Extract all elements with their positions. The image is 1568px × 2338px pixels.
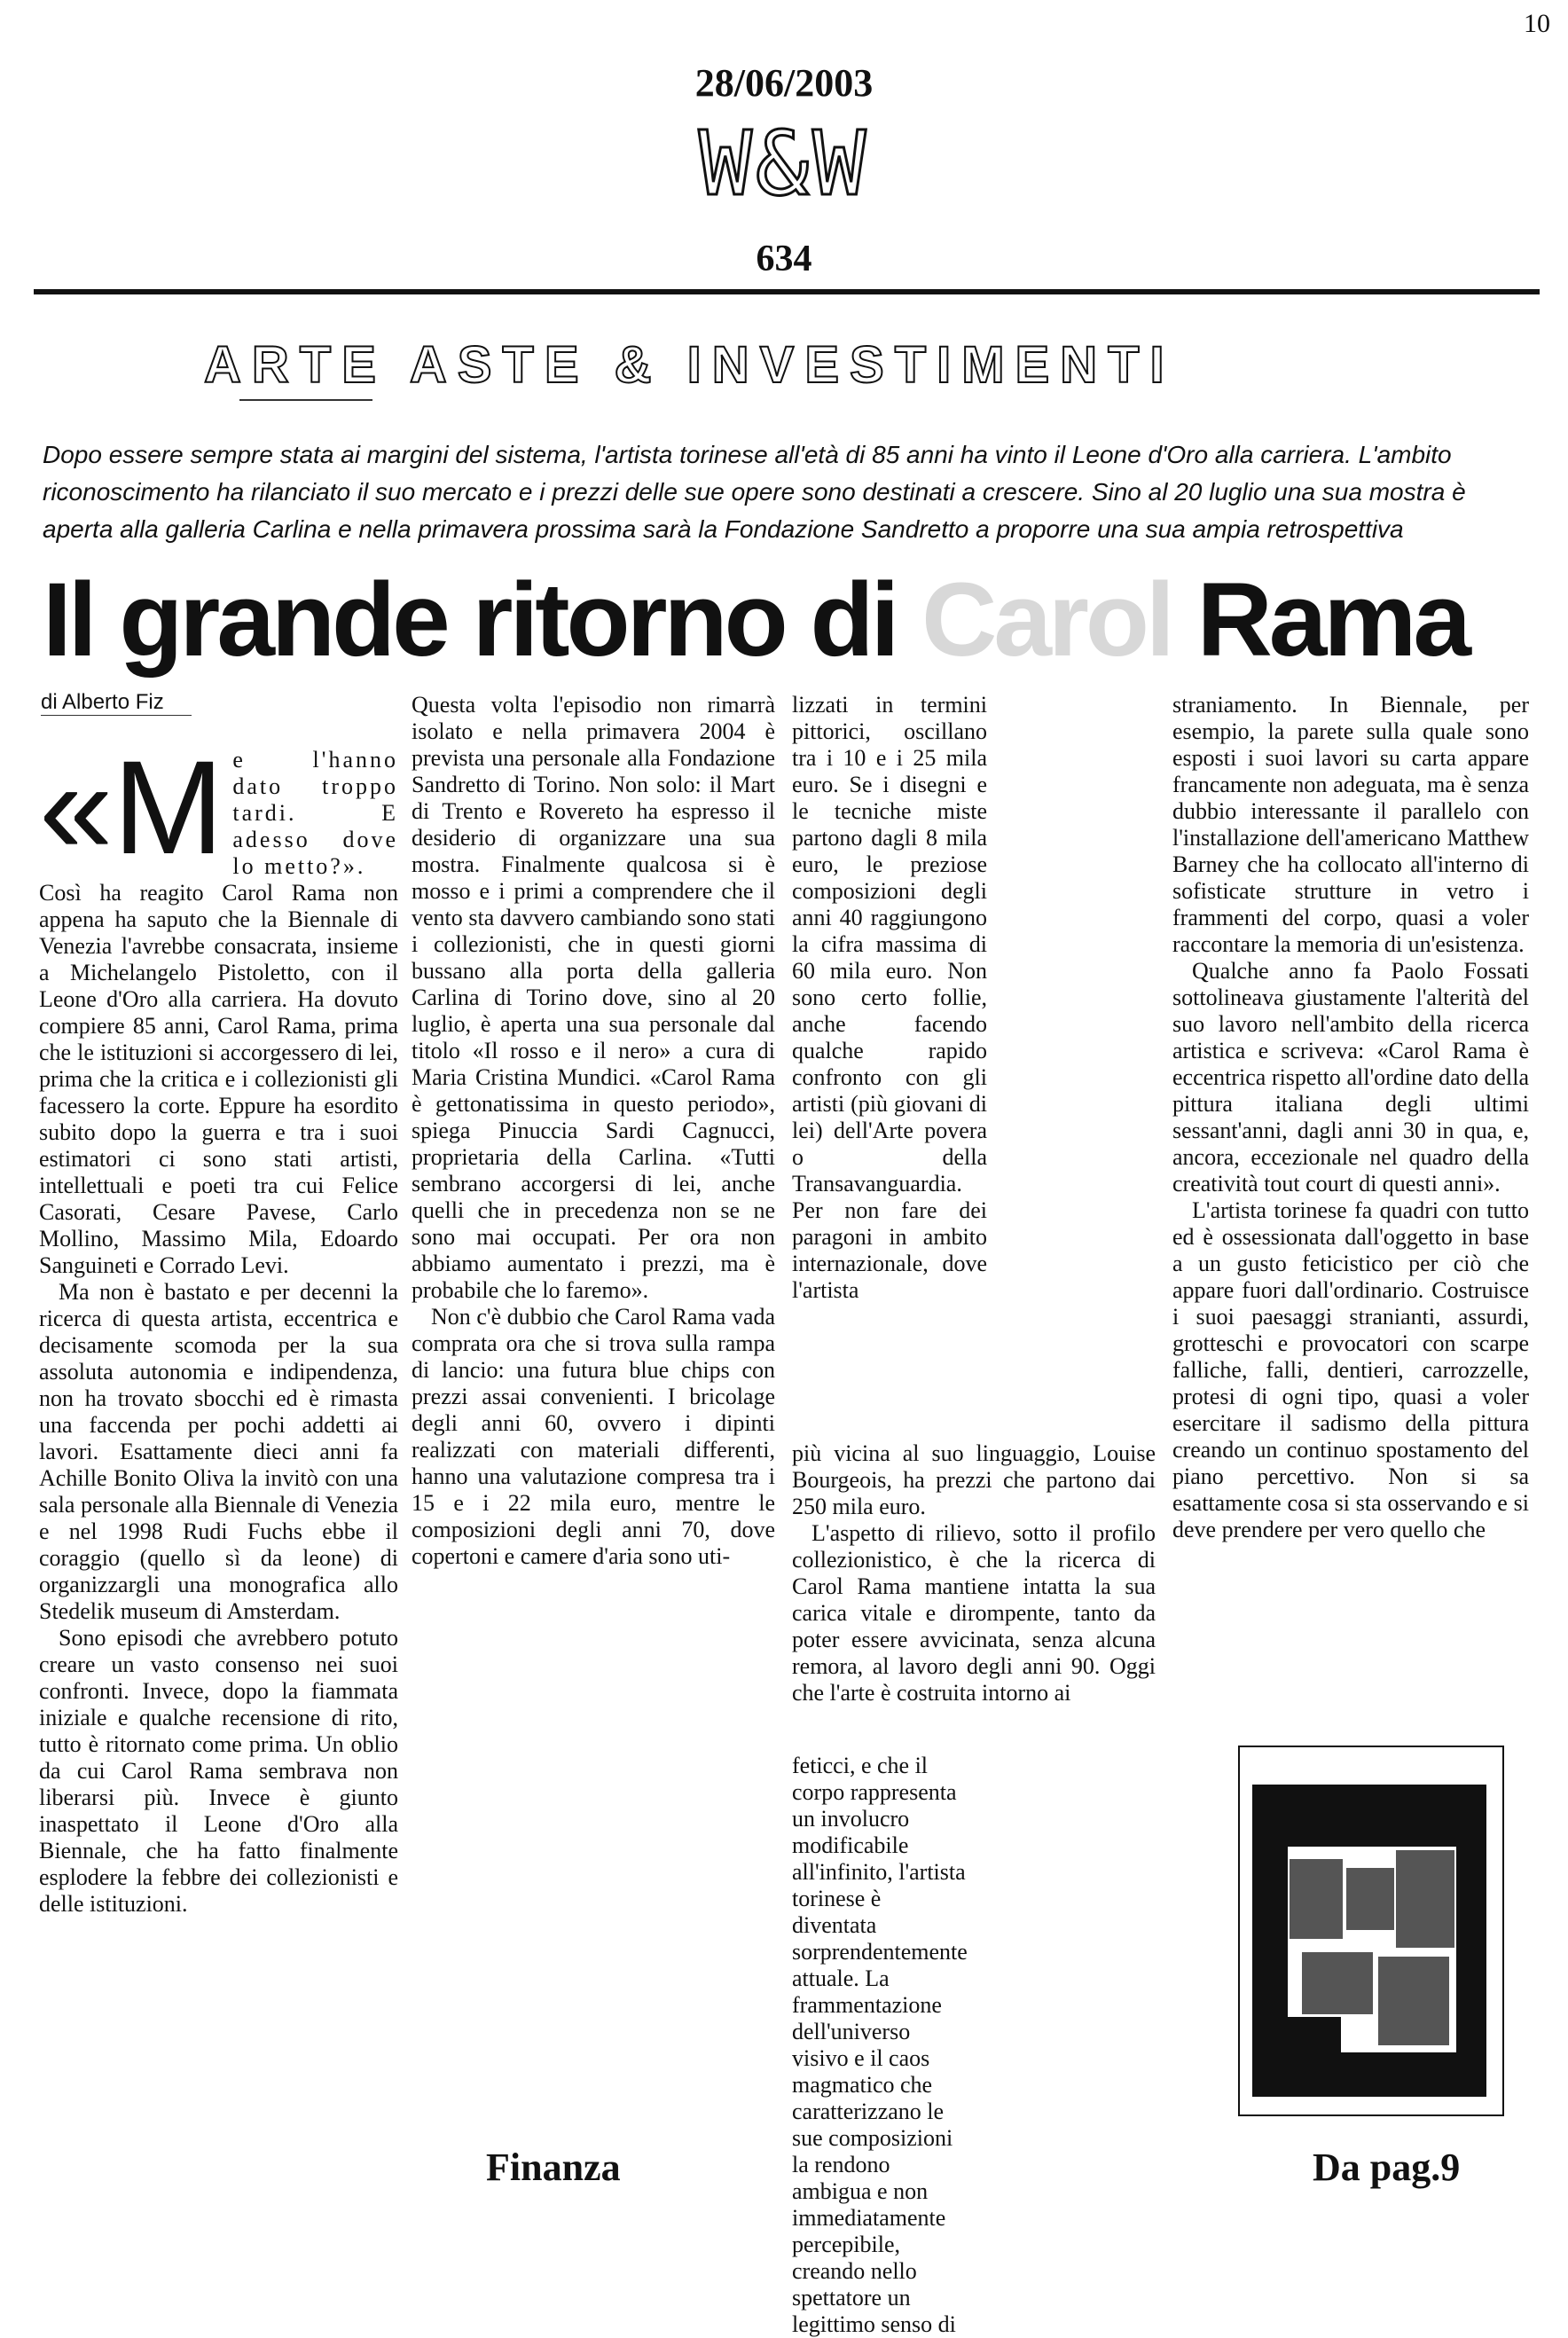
article-column-3-narrow [792,1753,969,2338]
thumbnail-block [1252,1847,1288,2097]
article-column-3 [792,692,987,1304]
thumbnail-photo [1376,1955,1451,2047]
section-title: ARTE ASTE & INVESTIMENTI [204,336,1175,394]
thumbnail-block [1288,2017,1341,2052]
article-column-2 [412,692,775,1570]
paragraph: Così ha reagito Carol Rama non appena ha saputo che la Biennale di Venezia l'avrebbe consacrata, insieme a Michelangelo Pistoletto, con il Leone d'Oro alla carriera. Ha dovuto compiere 85 anni, Carol Rama, prima che le istituzioni si accorgessero di lei, prima che la critica e i collezionisti gli facessero la corte. Eppure ha esordito subito dopo la guerra e tra i suoi estimatori ci sono stati artisti, intellettuali e poeti tra cui Felice Casorati, Cesare Pavese, Carlo Mollino, Massimo Mila, Edoardo Sanguineti e Corrado Levi. [39,880,398,1278]
thumbnail-block [1456,1847,1486,2097]
page-thumbnail [1252,1760,1486,2097]
top-rule [34,289,1540,294]
article-column-3-wide [792,1440,1156,1706]
lead-quote: e l'hanno dato troppo tardi. E adesso dove lo metto?». [232,747,398,879]
footer-section: Finanza [486,2146,621,2189]
paragraph: straniamento. In Biennale, per esempio, la parete sulla quale sono esposti i suoi lavori su carta appare francamente non adeguata, ma è senza dubbio interessante il parallelo con l'installazione dell'americano Matthew Barney che ha collocato all'interno di sofisticate strutture in vetro i frammenti del corpo, quasi a voler raccontare la memoria di un'esistenza. [1172,692,1529,957]
clip-date: 28/06/2003 [694,61,874,105]
publication-logo: W&W [698,112,870,216]
article-column-1 [39,733,398,1918]
dropcap: «M [39,733,224,882]
headline-part1: Il grande ritorno di [43,561,922,679]
headline-part2: Carol [921,561,1172,679]
paragraph: Sono episodi che avrebbero potuto creare un vasto consenso nei suoi confronti. Invece, dopo la fiammata iniziale e qualche recensione di rito, tutto è ritornato come prima. Un oblio da cui Carol Rama sembrava non liberarsi più. Invece è giunto inaspettato il Leone d'Oro alla Biennale, che ha fatto finalmente esplodere la febbre dei collezionisti e delle istituzioni. [39,1625,398,1917]
paragraph: lizzati in termini pittorici, oscillano tra i 10 e i 25 mila euro. Se i disegni e le tecniche miste partono dagli 8 mila euro, le preziose composizioni degli anni 40 raggiungono la cifra massima di 60 mila euro. Non sono certo follie, anche facendo qualche rapido confronto con gli artisti (più giovani di lei) dell'Arte povera o della Transavanguardia. Per non fare dei paragoni in ambito internazionale, dove l'artista [792,692,987,1303]
page-number: 10 [1524,9,1550,38]
lead-block [39,733,398,882]
footer-page-ref: Da pag.9 [1313,2146,1461,2189]
thumbnail-photo [1300,1950,1375,2016]
paragraph: Qualche anno fa Paolo Fossati sottolineava giustamente l'alterità del suo lavoro nell'ambito della ricerca artistica e scriveva: «Carol Rama è eccentrica rispetto all'ordine dato della pittura italiana degli ultimi sessant'anni, dagli anni 30 in qua, e, ancora, eccezionale nel quadro della creatività tout court di questi anni». [1172,958,1529,1196]
paragraph: L'aspetto di rilievo, sotto il profilo collezionistico, è che la ricerca di Carol Rama mantiene intatta la sua carica vitale e dirompente, tanto da poter essere avvicinata, senza alcuna remora, al lavoro degli anni 90. Oggi che l'arte è costruita intorno ai [792,1520,1156,1706]
paragraph: più vicina al suo linguaggio, Louise Bourgeois, ha prezzi che partono dai 250 mila euro. [792,1440,1156,1519]
paragraph: Non c'è dubbio che Carol Rama vada comprata ora che si trova sulla rampa di lancio: una futura blue chips con prezzi assai convenienti. I bricolage degli anni 60, ovvero i dipinti realizzati con materiali differenti, hanno una valutazione compresa tra i 15 e i 22 mila euro, mentre le composizioni degli anni 70, dove copertoni e camere d'aria sono uti- [412,1304,775,1569]
article-column-4 [1172,692,1529,1543]
clip-number: 634 [756,239,812,279]
thumbnail-block [1252,1785,1486,1847]
byline: di Alberto Fiz [41,690,164,714]
thumbnail-photo [1345,1866,1398,1932]
paragraph: feticci, e che il corpo rappresenta un involucro modificabile all'infinito, l'artista torinese è diventata sorprendentemente attuale. La frammentazione dell'universo visivo e il caos magmatico che caratterizzano le sue composizioni la rendono ambigua e non immediatamente percepibile, creando nello spettatore un legittimo senso di [792,1753,968,2337]
section-underline [239,399,372,401]
headline-part3: Rama [1171,561,1468,679]
thumbnail-photo [1394,1848,1456,1950]
thumbnail-photo [1288,1857,1345,1941]
byline-rule [41,715,192,716]
paragraph: L'artista torinese fa quadri con tutto ed è ossessionata dall'oggetto in base a un gusto feticistico per ciò che appare fuori dall'ordinario. Costruisce i suoi paesaggi stranianti, assurdi, grotteschi e provocatori con scarpe falliche, falli, dentieri, carrozzelle, protesi di ogni tipo, quasi a voler esercitare il sadismo della pittura creando un continuo spostamento del piano percettivo. Non si sa esattamente cosa si sta osservando e si deve prendere per vero quello che [1172,1197,1529,1542]
thumbnail-block [1288,2052,1456,2097]
article-deck: Dopo essere sempre stata ai margini del sistema, l'artista torinese all'età di 85 anni ha vinto il Leone d'Oro alla carriera. L'ambito riconoscimento ha rilanciato il suo mercato e i prezzi delle sue opere sono destinati a crescere. Sino al 20 luglio una sua mostra è aperta alla galleria Carlina e nella primavera prossima sarà la Fondazione Sandretto a proporre una sua ampia retrospettiva [43,441,1466,543]
paragraph: Ma non è bastato e per decenni la ricerca di questa artista, eccentrica e decisamente scomoda per la sua assoluta autonomia e indipendenza, non ha trovato sbocchi ed è rimasta una faccenda per pochi addetti ai lavori. Esattamente dieci anni fa Achille Bonito Oliva la invitò con una sala personale alla Biennale di Venezia e nel 1998 Rudi Fuchs ebbe il coraggio (quello sì da leone) di organizzargli una monografica allo Stedelik museum di Amsterdam. [39,1279,398,1624]
paragraph: Questa volta l'episodio non rimarrà isolato e nella primavera 2004 è prevista una personale alla Fondazione Sandretto di Torino. Non solo: il Mart di Trento e Rovereto ha espresso il desiderio di organizzare una sua mostra. Finalmente qualcosa si è mosso e i primi a comprendere che il vento sta davvero cambiando sono stati i collezionisti, che in questi giorni bussano alla porta della galleria Carlina di Torino dove, sino al 20 luglio, è aperta una sua personale dal titolo «Il rosso e il nero» a cura di Maria Cristina Mundici. «Carol Rama è gettonatissima in questo periodo», spiega Pinuccia Sardi Cagnucci, proprietaria della Carlina. «Tutti sembrano accorgersi di lei, anche quelli che in precedenza non se ne sono mai occupati. Per ora non abbiamo aumentato i prezzi, ma è probabile che lo faremo». [412,692,775,1303]
headline [43,561,1468,679]
